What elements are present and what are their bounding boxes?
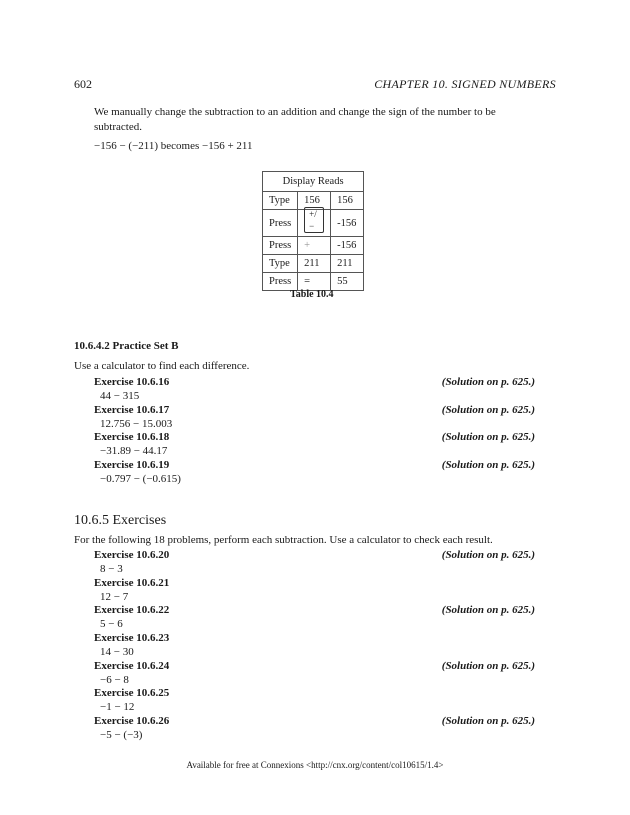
solution-link[interactable]: (Solution on p. 625.) [441, 376, 535, 388]
exercise-problem: −0.797 − (−0.615) [100, 473, 181, 485]
exercise-problem: 12 − 7 [100, 591, 129, 603]
exercise-title: Exercise 10.6.19 [94, 459, 170, 471]
table-cell-action: Press [263, 210, 298, 237]
practice-set-intro: Use a calculator to find each difference. [74, 360, 250, 372]
exercise-item [94, 715, 535, 741]
exercise-problem: −31.89 − 44.17 [100, 445, 168, 457]
solution-link[interactable]: (Solution on p. 625.) [441, 431, 535, 443]
exercise-problem: 14 − 30 [100, 646, 134, 658]
table-row [263, 273, 364, 291]
exercise-item [94, 632, 535, 658]
solution-link[interactable]: (Solution on p. 625.) [441, 604, 535, 616]
exercise-title: Exercise 10.6.23 [94, 632, 170, 644]
exercise-item [94, 404, 535, 430]
exercise-title: Exercise 10.6.25 [94, 687, 170, 699]
exercise-title: Exercise 10.6.22 [94, 604, 170, 616]
practice-set-heading: 10.6.4.2 Practice Set B [74, 340, 179, 352]
exercise-problem: −1 − 12 [100, 701, 135, 713]
exercise-item [94, 660, 535, 686]
table-label: Table 10.4 [290, 289, 334, 300]
table-cell-display: -156 [331, 210, 364, 237]
exercise-problem: −6 − 8 [100, 674, 129, 686]
exercise-title: Exercise 10.6.21 [94, 577, 170, 589]
exercise-item [94, 459, 535, 485]
table-cell-action: Type [263, 255, 298, 273]
exercise-item [94, 604, 535, 630]
exercise-item [94, 577, 535, 603]
solution-link[interactable]: (Solution on p. 625.) [441, 404, 535, 416]
table-cell-action: Press [263, 273, 298, 291]
calculator-table [262, 171, 364, 291]
exercise-title: Exercise 10.6.20 [94, 549, 170, 561]
exercises-heading: 10.6.5 Exercises [74, 513, 167, 528]
table-cell-display: 211 [331, 255, 364, 273]
solution-link[interactable]: (Solution on p. 625.) [441, 715, 535, 727]
exercise-problem: 44 − 315 [100, 390, 140, 402]
table-row [263, 210, 364, 237]
exercise-item [94, 431, 535, 457]
exercise-problem: 12.756 − 15.003 [100, 418, 173, 430]
table-cell-key: 211 [298, 255, 331, 273]
exercise-title: Exercise 10.6.17 [94, 404, 170, 416]
exercises-intro: For the following 18 problems, perform each subtraction. Use a calculator to check each result. [74, 534, 493, 546]
table-cell-key: = [298, 273, 331, 291]
table-cell-key [298, 210, 331, 237]
table-cell-display: -156 [331, 237, 364, 255]
exercise-problem: −5 − (−3) [100, 729, 143, 741]
table-cell-key: + [298, 237, 331, 255]
table-cell-display: 156 [331, 192, 364, 210]
exercise-item [94, 549, 535, 575]
intro-paragraph: We manually change the subtraction to an addition and change the sign of the number to be subtracted. [94, 106, 496, 133]
table-row [263, 237, 364, 255]
exercise-problem: 5 − 6 [100, 618, 123, 630]
exercise-item [94, 687, 535, 713]
table-caption: Display Reads [263, 172, 364, 192]
exercise-item [94, 376, 535, 402]
solution-link[interactable]: (Solution on p. 625.) [441, 660, 535, 672]
page-number: 602 [74, 77, 92, 91]
table-cell-action: Press [263, 237, 298, 255]
solution-link[interactable]: (Solution on p. 625.) [441, 549, 535, 561]
exercise-title: Exercise 10.6.24 [94, 660, 170, 672]
table-cell-key: 156 [298, 192, 331, 210]
footer-attribution[interactable]: Available for free at Connexions <http://cnx.org/content/col10615/1.4> [186, 760, 444, 770]
exercise-title: Exercise 10.6.16 [94, 376, 170, 388]
table-cell-action: Type [263, 192, 298, 210]
exercise-problem: 8 − 3 [100, 563, 123, 575]
example-expression: −156 − (−211) becomes −156 + 211 [94, 140, 253, 152]
chapter-title: CHAPTER 10. SIGNED NUMBERS [374, 77, 556, 91]
table-row [263, 255, 364, 273]
table-cell-display: 55 [331, 273, 364, 291]
plus-minus-key: +/− [304, 207, 324, 233]
exercise-title: Exercise 10.6.18 [94, 431, 170, 443]
solution-link[interactable]: (Solution on p. 625.) [441, 459, 535, 471]
exercise-title: Exercise 10.6.26 [94, 715, 170, 727]
